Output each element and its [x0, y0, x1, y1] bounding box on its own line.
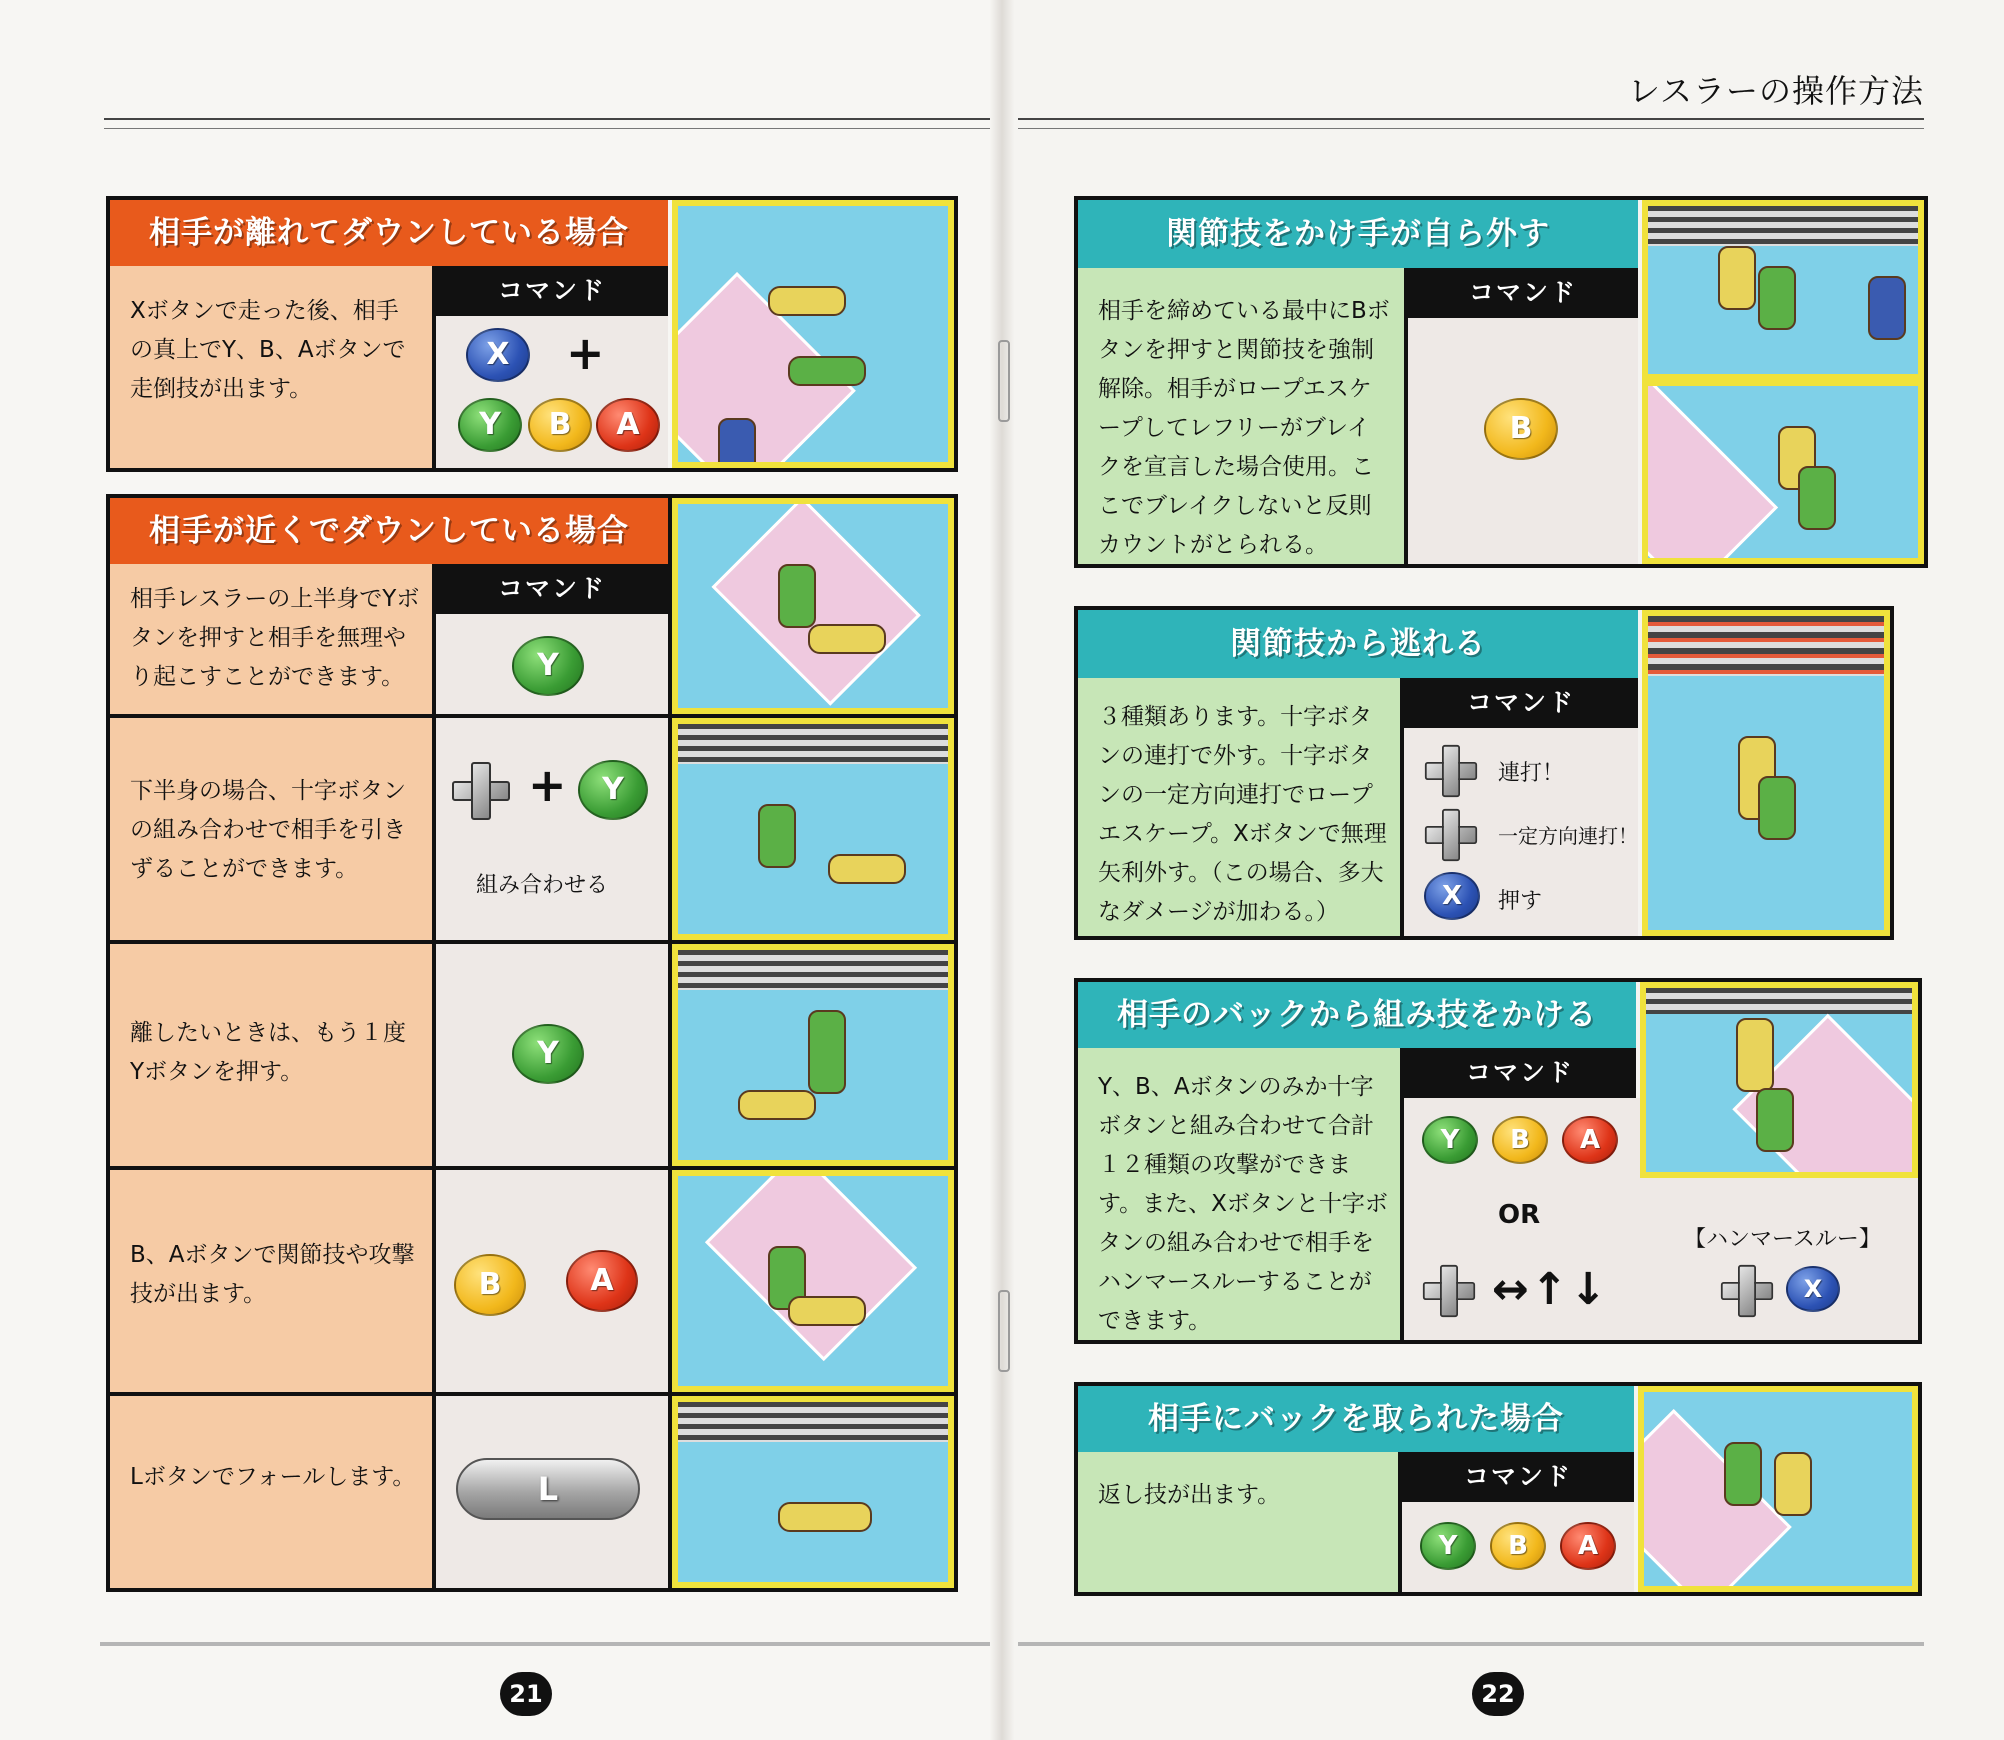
a-button-icon: A — [566, 1250, 638, 1312]
row-description: B、Aボタンで関節技や攻撃技が出ます。 — [110, 1170, 432, 1392]
y-button-icon: Y — [458, 398, 522, 452]
game-screenshot — [672, 718, 954, 940]
dpad-icon — [1425, 745, 1477, 797]
b-button-icon: B — [1484, 398, 1558, 460]
game-screenshot — [672, 200, 954, 468]
game-screenshot — [1642, 380, 1924, 564]
x-button-icon: X — [1424, 872, 1480, 920]
staple — [998, 1290, 1010, 1372]
dpad-icon — [1425, 809, 1477, 861]
l-button-icon: L — [456, 1458, 640, 1520]
a-button-icon: A — [1562, 1116, 1618, 1164]
page-gutter — [990, 0, 1014, 1740]
page-number-right: 22 — [1472, 1672, 1524, 1716]
x-button-icon: X — [466, 328, 530, 382]
command-area — [436, 316, 668, 468]
game-screenshot — [672, 1170, 954, 1392]
header-rule — [104, 128, 990, 129]
plus-icon: + — [528, 758, 567, 812]
command-area — [1402, 1502, 1634, 1592]
command-area — [1408, 318, 1638, 564]
staple — [998, 340, 1010, 422]
y-button-icon: Y — [578, 760, 648, 820]
game-screenshot — [672, 944, 954, 1166]
page-title: レスラーの操作方法 — [1627, 72, 1924, 110]
b-button-icon: B — [454, 1254, 526, 1316]
b-button-icon: B — [1492, 1116, 1548, 1164]
section-description: Xボタンで走った後、相手の真上でY、B、Aボタンで走倒技が出ます。 — [110, 266, 432, 468]
game-screenshot — [1642, 610, 1890, 936]
y-button-icon: Y — [1422, 1116, 1478, 1164]
command-area — [436, 718, 668, 940]
b-button-icon: B — [1490, 1522, 1546, 1570]
section-title: 相手が離れてダウンしている場合 — [110, 200, 668, 266]
command-caption: 組み合わせる — [476, 873, 609, 898]
game-screenshot — [1642, 200, 1924, 380]
page-number-left: 21 — [500, 1672, 552, 1716]
section-title: 関節技から逃れる — [1078, 610, 1638, 678]
command-caption: 連打！ — [1498, 761, 1565, 786]
command-header: コマンド — [1404, 1048, 1636, 1098]
plus-icon: + — [566, 326, 605, 380]
footer-rule — [1018, 1642, 1924, 1646]
row-description: 離したいときは、もう１度Yボタンを押す。 — [110, 944, 432, 1166]
command-area — [1404, 728, 1638, 936]
command-caption: 押す — [1498, 889, 1543, 914]
row-description: Lボタンでフォールします。 — [110, 1396, 432, 1588]
command-caption: 一定方向連打！ — [1498, 824, 1638, 848]
section-title: 関節技をかけ手が自ら外す — [1078, 200, 1638, 268]
dpad-icon — [452, 762, 510, 820]
game-screenshot — [1640, 982, 1918, 1178]
hammer-throw-label: 【ハンマースルー】 — [1684, 1227, 1881, 1252]
command-header: コマンド — [1402, 1452, 1634, 1502]
y-button-icon: Y — [512, 636, 584, 696]
section-description: Y、B、Aボタンのみか十字ボタンと組み合わせて合計１２種類の攻撃ができます。また、Xボタンと十字ボタンの組み合わせで相手をハンマースルーすることができます。 — [1078, 1048, 1400, 1340]
or-label: OR — [1498, 1200, 1541, 1230]
x-button-icon: X — [1786, 1266, 1840, 1312]
section-description: ３種類あります。十字ボタンの連打で外す。十字ボタンの一定方向連打でロープエスケープ。Xボタンで無理矢利外す。（この場合、多大なダメージが加わる。） — [1078, 678, 1400, 936]
dpad-icon — [1423, 1265, 1475, 1317]
dpad-icon — [1721, 1265, 1773, 1317]
command-header: コマンド — [436, 564, 668, 614]
row-description: 相手レスラーの上半身でYボタンを押すと相手を無理やり起こすことができます。 — [110, 564, 432, 714]
row-description: 下半身の場合、十字ボタンの組み合わせで相手を引きずることができます。 — [110, 718, 432, 940]
command-area — [436, 944, 668, 1166]
command-header: コマンド — [436, 266, 668, 316]
game-screenshot — [672, 1396, 954, 1588]
header-rule — [1018, 128, 1924, 129]
game-screenshot — [1638, 1386, 1918, 1592]
command-header: コマンド — [1408, 268, 1638, 318]
game-screenshot — [672, 498, 954, 714]
header-rule — [1018, 118, 1924, 120]
command-area — [436, 1396, 668, 1588]
section-description: 返し技が出ます。 — [1078, 1452, 1398, 1592]
a-button-icon: A — [1560, 1522, 1616, 1570]
a-button-icon: A — [596, 398, 660, 452]
header-rule — [104, 118, 990, 120]
y-button-icon: Y — [512, 1024, 584, 1084]
command-header: コマンド — [1404, 678, 1638, 728]
b-button-icon: B — [528, 398, 592, 452]
command-area — [436, 1170, 668, 1392]
section-title: 相手にバックを取られた場合 — [1078, 1386, 1634, 1452]
section-title: 相手のバックから組み技をかける — [1078, 982, 1636, 1048]
footer-rule — [100, 1642, 990, 1646]
command-area — [436, 614, 668, 714]
section-title: 相手が近くでダウンしている場合 — [110, 498, 668, 564]
section-description: 相手を締めている最中にBボタンを押すと関節技を強制解除。相手がロープエスケープしてレフリーがブレイクを宣言した場合使用。ここでブレイクしないと反則カウントがとられる。 — [1078, 268, 1404, 564]
direction-arrows-icon: ↔↑↓ — [1492, 1264, 1609, 1315]
y-button-icon: Y — [1420, 1522, 1476, 1570]
